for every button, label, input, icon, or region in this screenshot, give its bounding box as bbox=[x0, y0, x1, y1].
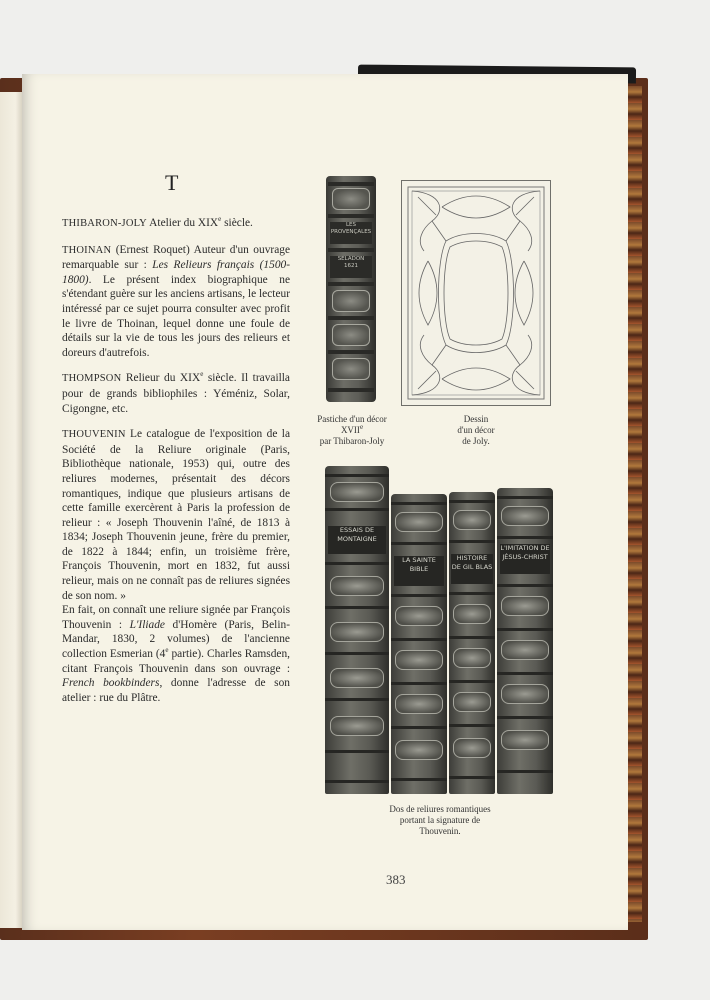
volume-label: ESSAIS DE MONTAIGNE bbox=[328, 526, 386, 554]
volume-label: L'IMITATION DE JÉSUS-CHRIST bbox=[500, 544, 550, 574]
spine-ornament bbox=[501, 730, 548, 750]
spine-ornament bbox=[501, 684, 548, 704]
spine-ornament bbox=[332, 188, 370, 210]
spine-ornament bbox=[395, 694, 442, 714]
spine-ornament bbox=[453, 692, 492, 712]
spine-ornament bbox=[395, 606, 442, 626]
spine-ornament bbox=[501, 506, 548, 526]
ornament-drawing-graphic bbox=[402, 181, 550, 405]
spine-ornament bbox=[332, 358, 370, 380]
spine-ornament bbox=[330, 576, 384, 596]
caption-dessin: Dessin d'un décor de Joly. bbox=[457, 414, 495, 446]
entry-thoinan: THOINAN (Ernest Roquet) Auteur d'un ouvrage remarquable sur : Les Relieurs français (1500-1800). Le présent index biographique ne s'étendant guère sur les anciens artisans, le lecteur intéressé par ce sujet pourra consulter avec profit le livre de Thoinan, lequel donne une foule de détails sur la vie de tous les jours des relieurs et doreurs d'autrefois. bbox=[62, 243, 290, 359]
spine-ornament bbox=[453, 510, 492, 530]
thouvenin-continuation: En fait, on connaît une reliure signée par François Thouvenin : L'Iliade d'Homère (Paris, Belin-Mandar, 1830, 2 volumes) de l'ancienne collection Esmerian (4e partie). Charles Ramsden, citant François Thouvenin dans son ouvrage : French bookbinders, donne l'adresse de son atelier : rue du Plâtre. bbox=[62, 604, 291, 704]
volume-label: HISTOIRE DE GIL BLAS bbox=[451, 554, 492, 584]
spine-ornament bbox=[332, 290, 370, 312]
marbled-edge bbox=[626, 86, 642, 922]
headword: THOMPSON bbox=[62, 373, 122, 385]
spine-ornament bbox=[501, 596, 548, 616]
spine-ornament bbox=[330, 622, 384, 642]
headword: THOINAN bbox=[62, 244, 112, 256]
entry-thouvenin: THOUVENIN Le catalogue de l'exposition de la Société de la Reliure originale (Paris, Bibliothèque nationale, 1953) qui, outre des reliures modernes, présentait des décors romantiques, indique que plusieurs artisans de cette famille exercèrent à Paris la profession de relieur : « Joseph Thouvenin l'aîné, de 1813 à 1834; Joseph Thouvenin jeune, frère du premier, de 1822 à 1844; enfin, un troisième frère, François Thouvenin, mort en 1832, fut aussi relieur, mais on ne connaît pas de reliures signées de son nom. » En fait, on connaît une reliure signée par François Thouvenin : L'Iliade d'Homère (Paris, Belin-Mandar, 1830, 2 volumes) de l'ancienne collection Esmerian (4e partie). Charles Ramsden, citant François Thouvenin dans son ouvrage : French bookbinders, donne l'adresse de son atelier : rue du Plâtre. bbox=[62, 428, 291, 704]
spine-ornament bbox=[395, 650, 442, 670]
volume-spine bbox=[325, 466, 389, 794]
spine-ornament bbox=[330, 482, 384, 502]
ornament-drawing bbox=[401, 180, 551, 406]
spine-photo bbox=[326, 176, 376, 402]
caption-spine: Pastiche d'un décor XVIIe par Thibaron-Joly bbox=[317, 414, 387, 446]
spine-ornament bbox=[453, 648, 492, 668]
spine-ornament bbox=[395, 740, 442, 760]
volume-label: LA SAINTE BIBLE bbox=[394, 556, 444, 586]
spine-ornament bbox=[330, 716, 384, 736]
headword: THIBARON-JOLY bbox=[62, 218, 147, 229]
spine-label: LES PROVENÇALES bbox=[330, 222, 372, 244]
previous-page-edge bbox=[0, 92, 22, 928]
spines-group-photo bbox=[325, 466, 555, 796]
spine-ornament bbox=[332, 324, 370, 346]
section-letter: T bbox=[165, 170, 179, 195]
spine-ornament bbox=[453, 738, 492, 758]
page-number: 383 bbox=[386, 872, 406, 887]
headword: THOUVENIN bbox=[62, 429, 126, 441]
entry-thibaron-joly: THIBARON-JOLY Atelier du XIXe siècle. bbox=[62, 215, 253, 229]
volume-spine bbox=[391, 494, 447, 794]
volume-spine bbox=[497, 488, 553, 794]
spine-ornament bbox=[330, 668, 384, 688]
spine-ornament bbox=[395, 512, 442, 532]
spine-ornament bbox=[501, 640, 548, 660]
text-column bbox=[62, 216, 290, 716]
spine-label: SELADON 1621 bbox=[330, 256, 372, 278]
entry-thompson: THOMPSON Relieur du XIXe siècle. Il travailla pour de grands bibliophiles : Yéméniz, Solar, Cigongne, etc. bbox=[62, 370, 290, 415]
caption-group: Dos de reliures romantiques portant la signature de Thouvenin. bbox=[389, 804, 491, 836]
volume-spine bbox=[449, 492, 495, 794]
spine-ornament bbox=[453, 604, 492, 624]
